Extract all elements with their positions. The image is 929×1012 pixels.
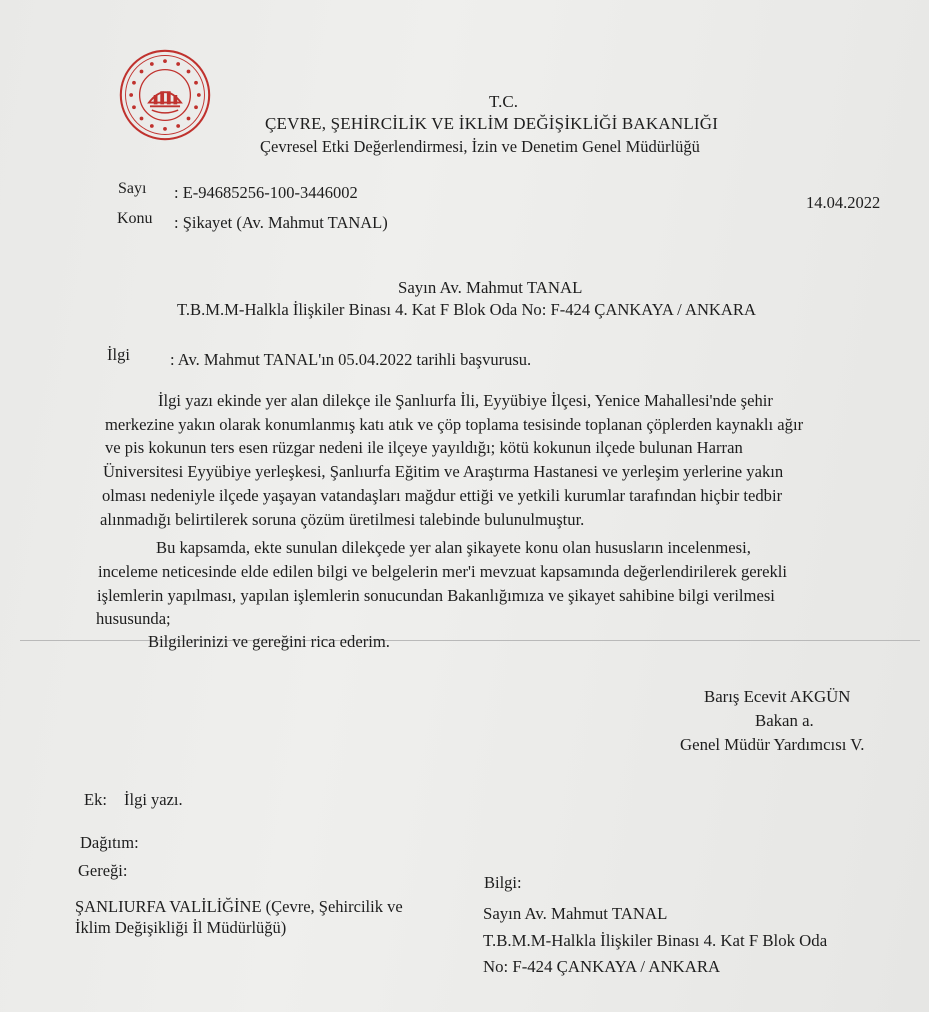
paragraph-line: inceleme neticesinde elde edilen bilgi ve belgelerin mer'i mevzuat kapsamında değerlendirilerek gerekli [98, 562, 788, 581]
ilgi-label: İlgi [107, 345, 130, 364]
geregi-line: ŞANLIURFA VALİLİĞİNE (Çevre, Şehircilik ve [75, 897, 403, 916]
sayi-value: : E-94685256-100-3446002 [174, 183, 358, 202]
directorate-name: Çevresel Etki Değerlendirmesi, İzin ve Denetim Genel Müdürlüğü [260, 137, 700, 156]
konu-value: : Şikayet (Av. Mahmut TANAL) [174, 213, 388, 232]
paragraph-line: olması nedeniyle ilçede yaşayan vatandaşları mağdur ettiği ve yetkili kurumlar tarafından hiçbir tedbir [102, 486, 783, 505]
recipient-name: Sayın Av. Mahmut TANAL [398, 278, 583, 297]
document-date: 14.04.2022 [806, 193, 881, 212]
signatory-title-2: Genel Müdür Yardımcısı V. [680, 735, 865, 754]
paragraph-line: ve pis kokunun ters esen rüzgar nedeni ile ilçeye yayıldığı; kötü kokunun ilçede bulunan Harran [105, 438, 743, 457]
signatory-name: Barış Ecevit AKGÜN [704, 687, 851, 706]
paragraph-line: işlemlerin yapılması, yapılan işlemlerin sonucundan Bakanlığımıza ve şikayet sahibine bilgi verilmesi [97, 586, 775, 605]
bilgi-line: No: F-424 ÇANKAYA / ANKARA [483, 957, 721, 976]
ministry-seal-icon [118, 48, 212, 142]
ek-value: İlgi yazı. [124, 790, 183, 809]
distribution-label: Dağıtım: [80, 833, 139, 852]
recipient-address: T.B.M.M-Halkla İlişkiler Binası 4. Kat F Blok Oda No: F-424 ÇANKAYA / ANKARA [177, 300, 756, 319]
ministry-name: ÇEVRE, ŞEHİRCİLİK VE İKLİM DEĞİŞİKLİĞİ BAKANLIĞI [265, 114, 719, 133]
konu-label: Konu [117, 210, 153, 227]
ek-label: Ek: [84, 790, 107, 809]
paragraph-line: Üniversitesi Eyyübiye yerleşkesi, Şanlıurfa Eğitim ve Araştırma Hastanesi ve yerleşim yerlerine yakın [103, 462, 784, 481]
bilgi-line: Sayın Av. Mahmut TANAL [483, 904, 668, 923]
geregi-line: İklim Değişikliği İl Müdürlüğü) [75, 918, 287, 937]
sayi-label: Sayı [118, 180, 147, 197]
header-tc: T.C. [489, 92, 518, 111]
bilgi-line: T.B.M.M-Halkla İlişkiler Binası 4. Kat F Blok Oda [483, 931, 828, 950]
geregi-label: Gereği: [78, 861, 128, 880]
paragraph-line: hususunda; [96, 609, 171, 628]
signatory-title-1: Bakan a. [755, 711, 814, 730]
paragraph-line: İlgi yazı ekinde yer alan dilekçe ile Şanlıurfa İli, Eyyübiye İlçesi, Yenice Mahallesi'nde şehir [158, 391, 773, 410]
paragraph-line: Bu kapsamda, ekte sunulan dilekçede yer alan şikayete konu olan hususların incelenmesi, [156, 538, 751, 557]
bilgi-label: Bilgi: [484, 873, 522, 892]
paragraph-line: merkezine yakın olarak konumlanmış katı atık ve çöp toplama tesisinde toplanan çöplerden kaynaklı ağır [105, 415, 804, 434]
ilgi-value: : Av. Mahmut TANAL'ın 05.04.2022 tarihli başvurusu. [170, 350, 532, 369]
closing-text: Bilgilerinizi ve gereğini rica ederim. [148, 632, 390, 651]
paragraph-line: alınmadığı belirtilerek soruna çözüm üretilmesi talebinde bulunulmuştur. [100, 510, 585, 529]
